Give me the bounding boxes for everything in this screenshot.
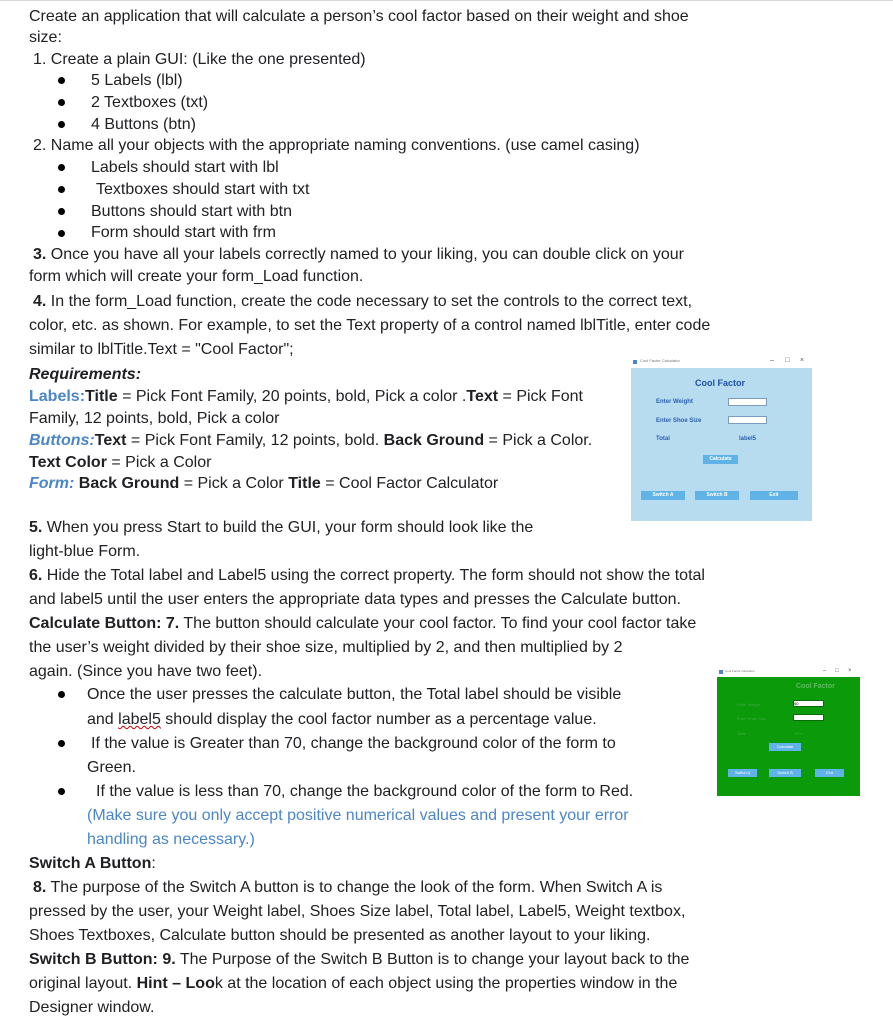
close-icon[interactable]: × [848,668,852,674]
step-8-line-1: 8. The purpose of the Switch A button is to change the look of the form. When Switch A is [33,879,663,896]
form2-weight-textbox[interactable]: 50 [793,700,824,707]
step-5-line-2: light-blue Form. [29,543,141,560]
form-requirement: Form: Back Ground = Pick a Color Title = Cool Factor Calculator [29,475,499,492]
text-color-requirement: Text Color = Pick a Color [29,454,212,471]
step-4-line-3: similar to lblTitle.Text = "Cool Factor"; [29,341,294,358]
step-4-line-2: color, etc. as shown. For example, to set the Text property of a control named lblTitle, enter code [29,317,711,334]
step-2-item-2: Textboxes should start with txt [96,181,310,198]
form2-label5: 80% [795,731,804,736]
step-6-line-2: and label5 until the user enters the appropriate data types and presses the Calculate button. [29,591,681,608]
form2-weight-label: Enter Weight [737,702,761,707]
form1-weight-textbox[interactable] [728,398,767,406]
maximize-icon[interactable]: □ [785,357,790,364]
step-4-line-1: 4. In the form_Load function, create the code necessary to set the controls to the correct text, [33,293,693,310]
calculate-button-line-2: the user’s weight divided by their shoe size, multiplied by 2, and then multiplied by 2 [29,639,623,656]
form2-switch-b-button[interactable]: Switch B [769,769,801,777]
step-1-item-3: 4 Buttons (btn) [91,116,196,133]
calc-item-3-line-3: handling as necessary.) [87,831,255,848]
bullet-dot [58,77,65,84]
step-8-line-2: pressed by the user, your Weight label, Shoes Size label, Total label, Label5, Weight textbox, [29,903,686,920]
form1-calculate-button[interactable]: Calculate [703,455,738,464]
app-icon [719,670,723,674]
step-1: 1. Create a plain GUI: (Like the one presented) [33,51,366,68]
form2-calculate-button[interactable]: Calculate [769,743,801,751]
form2-shoe-textbox[interactable] [793,714,824,721]
minimize-icon[interactable]: – [770,357,774,364]
form1-switch-b-button[interactable]: Switch B [695,491,739,500]
step-1-item-2: 2 Textboxes (txt) [91,94,209,111]
bullet-dot [58,788,65,795]
close-icon[interactable]: × [800,357,805,364]
form2-title-label: Cool Factor [796,683,835,690]
calc-item-1-line-1: Once the user presses the calculate button, the Total label should be visible [87,686,622,703]
bullet-dot [58,99,65,106]
form2-switch-a-button[interactable]: Switch A [728,769,757,777]
labels-requirement-line-2: Family, 12 points, bold, Pick a color [29,410,280,427]
step-2: 2. Name all your objects with the appropriate naming conventions. (use camel casing) [33,137,640,154]
buttons-requirement: Buttons:Text = Pick Font Family, 12 points, bold. Back Ground = Pick a Color. [29,432,593,449]
bullet-dot [58,691,65,698]
step-2-item-3: Buttons should start with btn [91,203,292,220]
form2-total-label: Total [737,731,746,736]
calculate-button-line-1: Calculate Button: 7. The button should calculate your cool factor. To find your cool factor take [29,615,697,632]
maximize-icon[interactable]: □ [835,668,839,674]
form1-total-label: Total [656,436,670,442]
calc-item-3-line-2: (Make sure you only accept positive numerical values and present your error [87,807,629,824]
intro-line-1: Create an application that will calculate a person’s cool factor based on their weight and shoe [29,8,689,25]
form2-shoe-label: Enter Shoe Size [737,716,766,721]
switch-b-line-2: original layout. Hint – Look at the location of each object using the properties window in the [29,975,678,992]
form1-shoe-label: Enter Shoe Size [656,418,702,424]
form1-title-label: Cool Factor [695,378,746,388]
app-icon [633,360,637,364]
step-8-line-3: Shoes Textboxes, Calculate button should be presented as another layout to your liking. [29,927,651,944]
calc-item-2-line-1: If the value is Greater than 70, change the background color of the form to [91,735,616,752]
bullet-dot [58,121,65,128]
step-3-line-1: 3. Once you have all your labels correctly named to your liking, you can double click on your [33,246,685,263]
step-5-line-1: 5. When you press Start to build the GUI, your form should look like the [29,519,534,536]
calc-item-1-line-2: and label5 should display the cool factor number as a percentage value. [87,711,597,728]
calc-item-3-line-1: If the value is less than 70, change the background color of the form to Red. [96,783,634,800]
step-3-line-2: form which will create your form_Load function. [29,268,364,285]
form1-switch-a-button[interactable]: Switch A [641,491,685,500]
window-titlebar [631,357,812,368]
bullet-dot [58,740,65,747]
bullet-dot [58,164,65,171]
form1-exit-button[interactable]: Exit [750,491,798,500]
step-1-item-1: 5 Labels (lbl) [91,72,183,89]
form1-label5: label5 [739,436,757,442]
step-2-item-4: Form should start with frm [91,224,276,241]
bullet-dot [58,230,65,237]
intro-line-2: size: [29,29,62,46]
step-6-line-1: 6. Hide the Total label and Label5 using the correct property. The form should not show the total [29,567,705,584]
window-caption: Cool Factor Calculator [640,358,680,363]
form1-weight-label: Enter Weight [656,399,693,405]
labels-requirement: Labels:Title = Pick Font Family, 20 points, bold, Pick a color .Text = Pick Font [29,388,583,405]
window-titlebar [717,668,860,677]
bullet-dot [58,208,65,215]
form1-shoe-textbox[interactable] [728,416,767,424]
bullet-dot [58,186,65,193]
requirements-heading: Requirements: [29,366,142,383]
step-2-item-1: Labels should start with lbl [91,159,279,176]
minimize-icon[interactable]: – [823,668,827,674]
switch-b-line-3: Designer window. [29,999,155,1016]
switch-a-heading: Switch A Button: [29,855,156,872]
form2-exit-button[interactable]: Exit [815,769,844,777]
calculate-button-line-3: again. (Since you have two feet). [29,663,263,680]
window-caption: Cool Factor Calculator [725,669,755,673]
calc-item-2-line-2: Green. [87,759,136,776]
switch-b-line-1: Switch B Button: 9. The Purpose of the Switch B Button is to change your layout back to the [29,951,690,968]
